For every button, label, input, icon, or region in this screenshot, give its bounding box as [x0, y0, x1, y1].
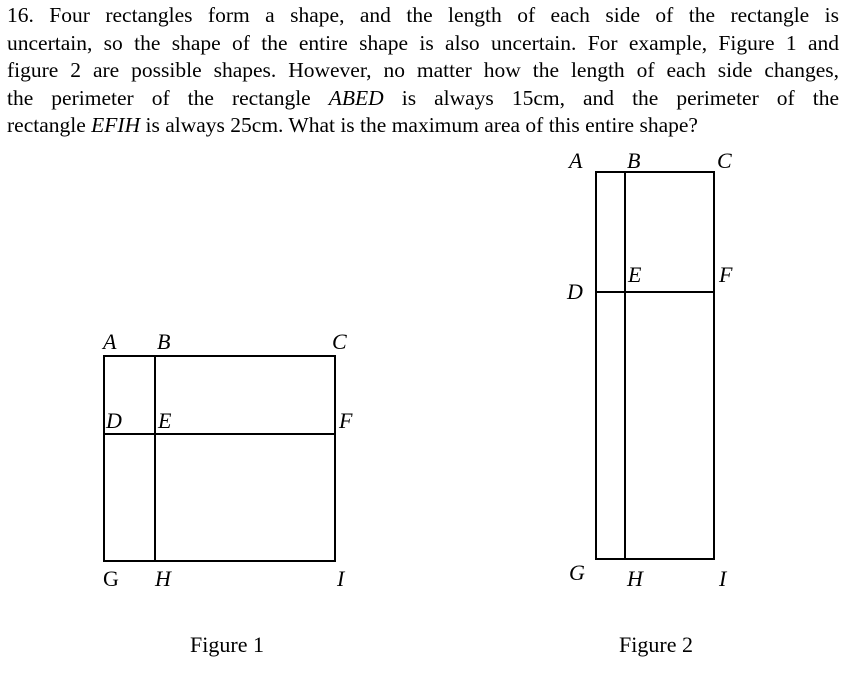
figure1-label-e: E	[158, 408, 172, 433]
figure2-label-a: A	[569, 148, 583, 173]
figure2-label-d: D	[567, 279, 583, 304]
figure1-label-h: H	[155, 566, 171, 591]
figure1-caption: Figure 1	[190, 632, 264, 657]
problem-line-5: rectangle EFIH is always 25cm. What is the maximum area of this entire shape?	[7, 113, 698, 137]
figure1-label-g: G	[103, 566, 119, 591]
problem-line-2: uncertain, so the shape of the entire shape is also uncertain. For example, Figure 1 and	[7, 30, 839, 55]
figure1-label-b: B	[157, 329, 171, 354]
figure1-label-i: I	[337, 566, 345, 591]
figure1-outer-rect	[104, 356, 335, 561]
figure1-label-d: D	[106, 408, 122, 433]
figure2-outer-rect	[596, 172, 714, 559]
figure2-label-f: F	[719, 262, 733, 287]
figure-2	[566, 148, 733, 657]
figure1-label-c: C	[332, 329, 347, 354]
figure2-label-g: G	[569, 560, 585, 585]
figure2-label-c: C	[717, 148, 732, 173]
figure2-label-b: B	[627, 148, 641, 173]
figure2-caption: Figure 2	[619, 632, 693, 657]
figure1-label-f: F	[339, 408, 353, 433]
figure2-label-i: I	[719, 566, 727, 591]
problem-line-3: figure 2 are possible shapes. However, no matter how the length of each side changes,	[7, 58, 839, 82]
figure-1	[101, 329, 353, 657]
problem-line-4: the perimeter of the rectangle ABED is always 15cm, and the perimeter of the	[7, 85, 839, 110]
figure1-label-a: A	[103, 329, 117, 354]
figure2-label-h: H	[627, 566, 643, 591]
problem-line-1: 16. Four rectangles form a shape, and the length of each side of the rectangle is	[7, 3, 839, 27]
figure2-label-e: E	[628, 262, 642, 287]
